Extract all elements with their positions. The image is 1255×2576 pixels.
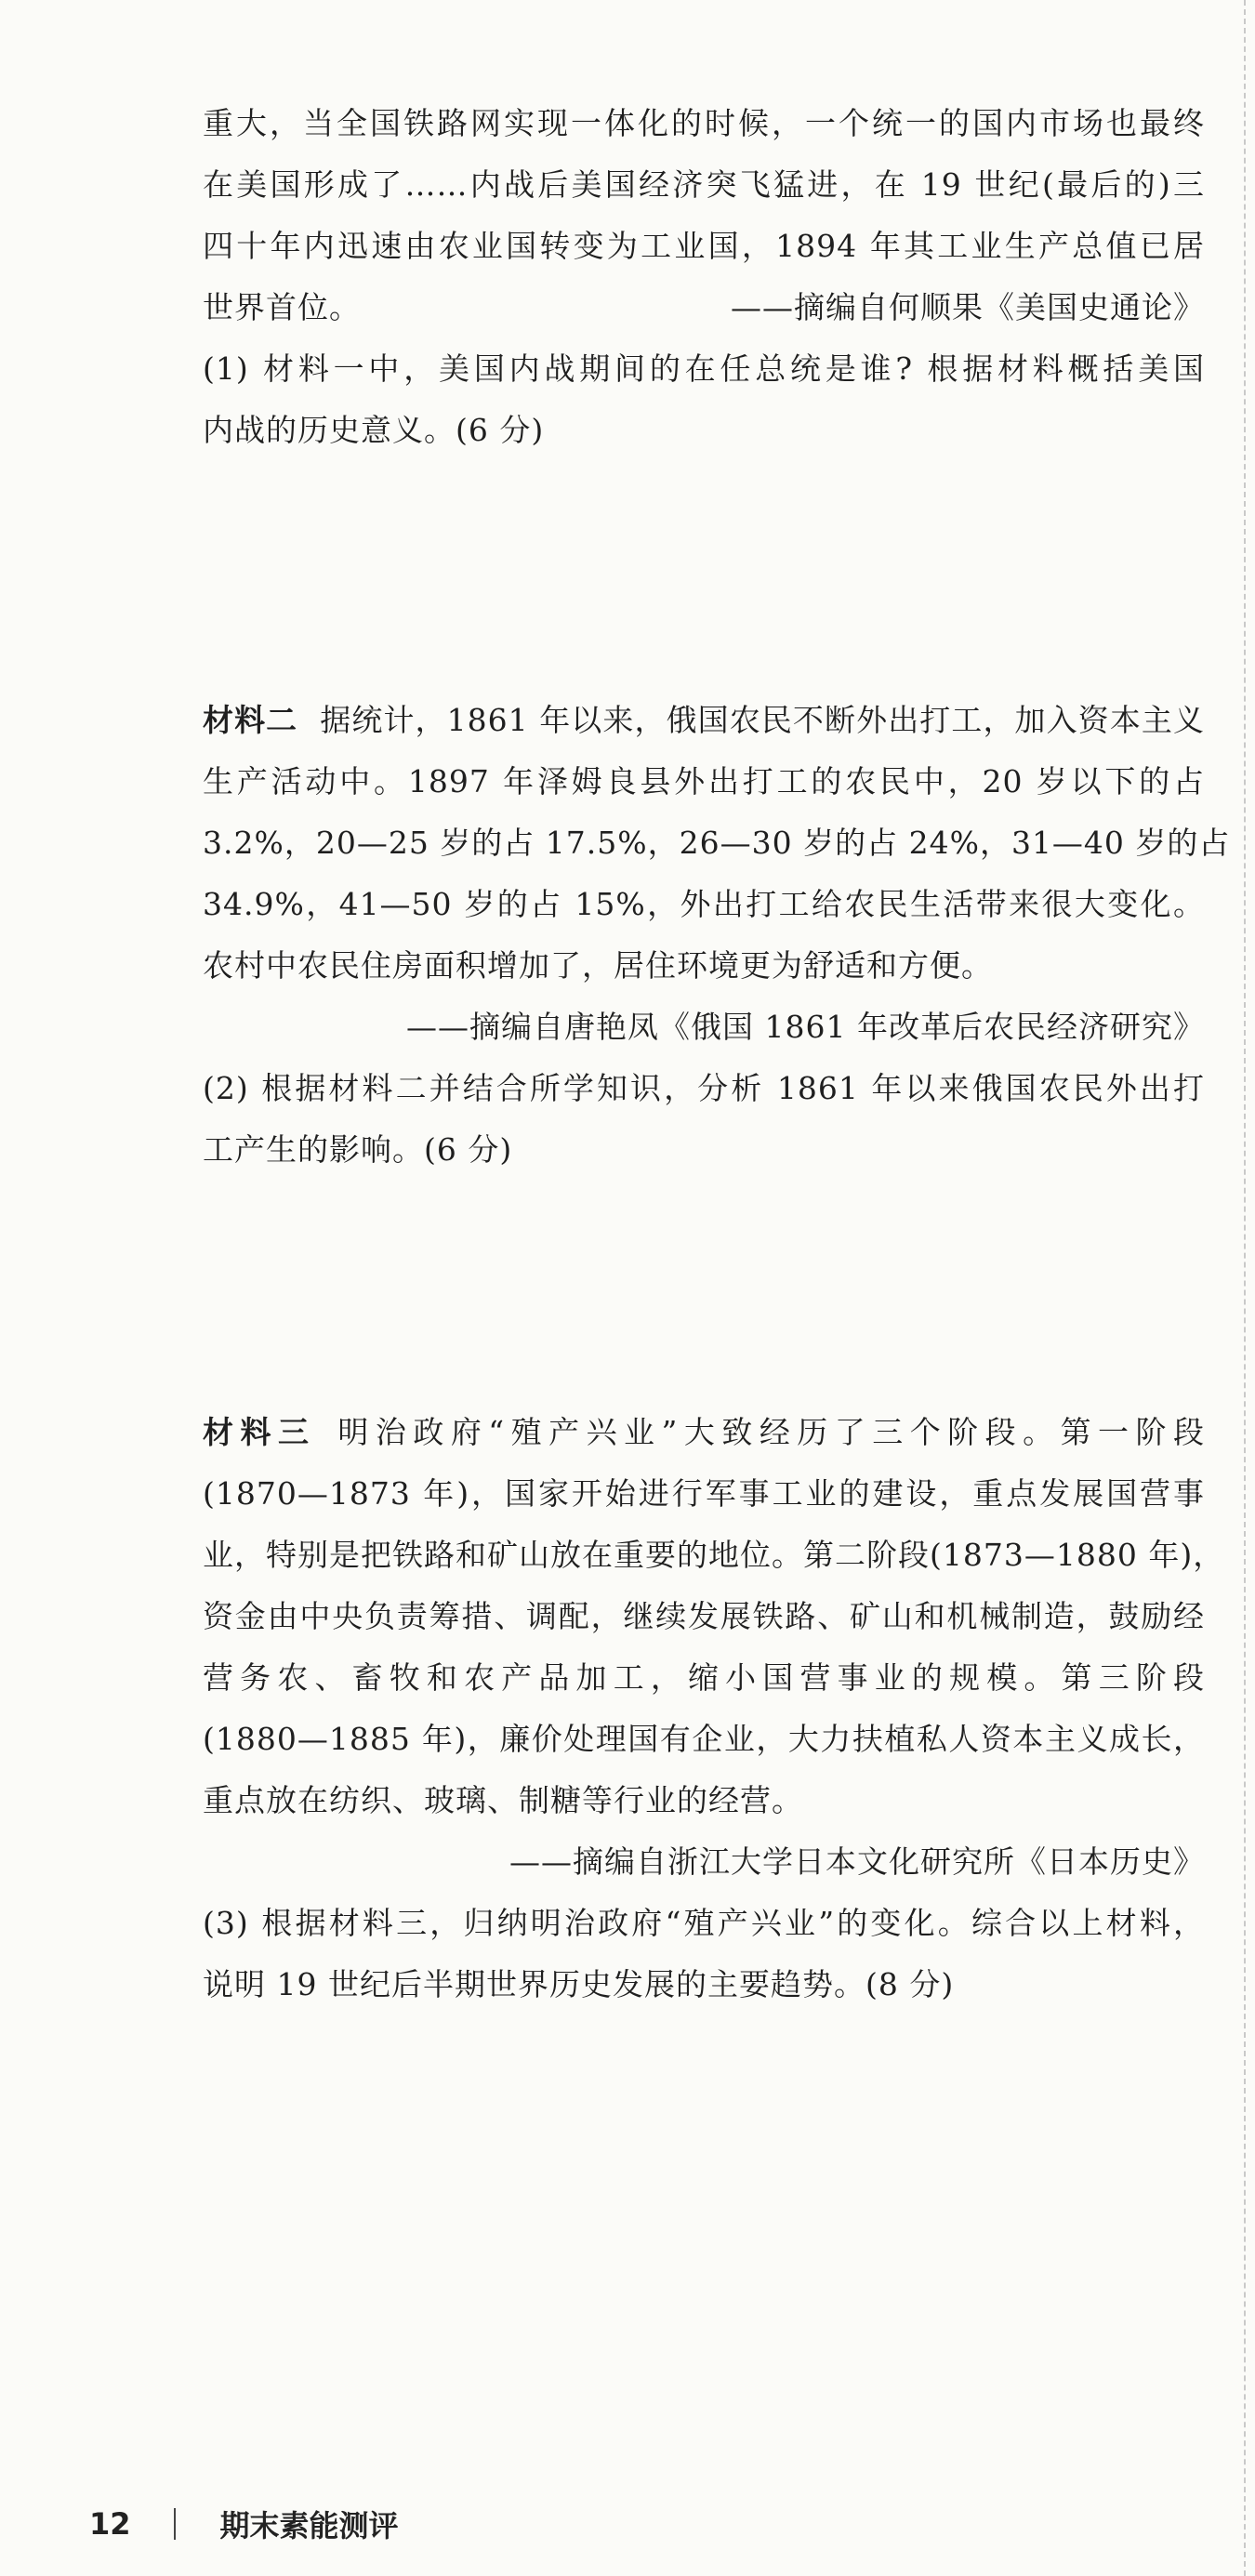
material-3-line: 业，特别是把铁路和矿山放在重要的地位。第二阶段(1873—1880 年)， [203,1537,1225,1573]
material-2-line: 农村中农民住房面积增加了，居住环境更为舒适和方便。 [203,947,993,984]
question-1-line: (1) 材料一中，美国内战期间的在任总统是谁? 根据材料概括美国 [203,350,1205,387]
material-3-line: (1880—1885 年)，廉价处理国有企业，大力扶植私人资本主义成长， [203,1721,1205,1757]
question-3-line: 说明 19 世纪后半期世界历史发展的主要趋势。(8 分) [203,1966,955,2002]
question-1-line: 内战的历史意义。(6 分) [203,412,545,448]
material-2-label: 材料二 [203,702,298,738]
footer-divider [174,2508,176,2540]
material-3-label: 材料三 [203,1414,316,1450]
material-1-source: ——摘编自何顺果《美国史通论》 [731,289,1205,325]
material-2 [203,690,1231,1058]
question-2-line: 工产生的影响。(6 分) [203,1131,513,1168]
material-2-line: 34.9%，41—50 岁的占 15%，外出打工给农民生活带来很大变化。 [203,886,1205,922]
material-3-source: ——摘编自浙江大学日本文化研究所《日本历史》 [509,1843,1205,1880]
material-2-line: 据统计，1861 年以来，俄国农民不断外出打工，加入资本主义 [320,702,1205,738]
material-2-first-line [203,690,1205,751]
material-1-line: 世界首位。 [203,289,361,325]
material-1-line: 重大，当全国铁路网实现一体化的时候，一个统一的国内市场也最终 [203,105,1205,141]
material-3-line: 营务农、畜牧和农产品加工，缩小国营事业的规模。第三阶段 [203,1659,1205,1696]
material-3 [203,1402,1225,1893]
material-1-line: 在美国形成了……内战后美国经济突飞猛进，在 19 世纪(最后的)三 [203,166,1205,203]
material-1-line: 四十年内迅速由农业国转变为工业国，1894 年其工业生产总值已居 [203,228,1205,264]
question-3 [203,1893,1205,2015]
material-1-last-line [203,277,1205,338]
material-3-line: 明治政府“殖产兴业”大致经历了三个阶段。第一阶段 [337,1414,1205,1450]
question-2-line: (2) 根据材料二并结合所学知识，分析 1861 年以来俄国农民外出打 [203,1070,1205,1106]
question-2 [203,1058,1205,1181]
material-3-line: 资金由中央负责筹措、调配，继续发展铁路、矿山和机械制造，鼓励经 [203,1598,1205,1634]
page-number: 12 [89,2506,131,2542]
material-1-tail [203,93,1205,338]
material-2-line: 3.2%，20—25 岁的占 17.5%，26—30 岁的占 24%，31—40 岁的占 [203,825,1231,861]
page-footer [89,2501,399,2547]
material-2-line: 生产活动中。1897 年泽姆良县外出打工的农民中，20 岁以下的占 [203,763,1205,799]
question-3-line: (3) 根据材料三，归纳明治政府“殖产兴业”的变化。综合以上材料， [203,1905,1205,1941]
section-title: 期末素能测评 [219,2508,399,2543]
material-2-source: ——摘编自唐艳凤《俄国 1861 年改革后农民经济研究》 [406,1009,1205,1045]
material-3-line: (1870—1873 年)，国家开始进行军事工业的建设，重点发展国营事 [203,1475,1205,1512]
material-3-line: 重点放在纺织、玻璃、制糖等行业的经营。 [203,1782,803,1818]
margin-rule [1244,0,1246,2576]
material-3-first-line [203,1402,1205,1463]
question-1 [203,338,1205,461]
